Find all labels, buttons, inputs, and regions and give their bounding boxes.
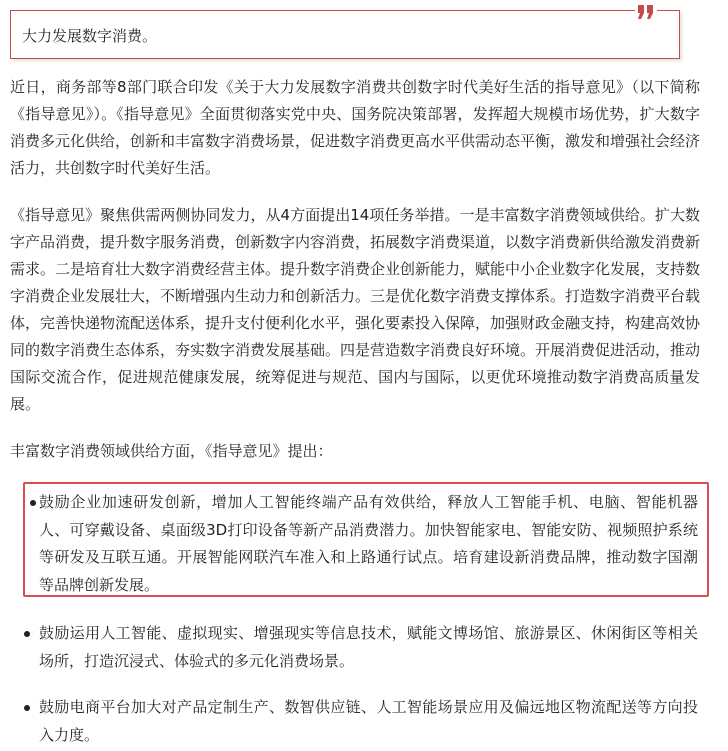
bullet-text: 鼓励运用人工智能、虚拟现实、增强现实等信息技术，赋能文博场馆、旅游景区、休闲街区等相关场所，打造沉浸式、体验式的多元化消费场景。 bbox=[39, 624, 698, 670]
paragraph-supply-lead: 丰富数字消费领域供给方面，《指导意见》提出： bbox=[10, 442, 333, 460]
bullet-dot-icon bbox=[30, 500, 36, 506]
article-body bbox=[10, 74, 700, 465]
bullet-dot-icon bbox=[24, 631, 30, 637]
paragraph-intro: 近日，商务部等8部门联合印发《关于大力发展数字消费共创数字时代美好生活的指导意见》（以下简称《指导意见》）。《指导意见》全面贯彻落实党中央、国务院决策部署，发挥超大规模市场优势，扩大数字消费多元化供给，创新和丰富数字消费场景，促进数字消费更高水平供需动态平衡，激发和增强社会经济活力，共创数字时代美好生活。 bbox=[10, 78, 701, 177]
list-item bbox=[26, 694, 698, 749]
list-item bbox=[26, 620, 698, 675]
list-item bbox=[26, 489, 698, 599]
bullet-text: 鼓励电商平台加大对产品定制生产、数智供应链、人工智能场景应用及偏远地区物流配送等方向投入力度。 bbox=[39, 698, 698, 744]
paragraph-tasks: 《指导意见》聚焦供需两侧协同发力，从4方面提出14项任务举措。一是丰富数字消费领域供给。扩大数字产品消费，提升数字服务消费，创新数字内容消费，拓展数字消费渠道，以数字消费新供给激发消费新需求。二是培育壮大数字消费经营主体。提升数字消费企业创新能力，赋能中小企业数字化发展，支持数字消费企业发展壮大，不断增强内生动力和创新活力。三是优化数字消费支撑体系。打造数字消费平台载体，完善快递物流配送体系，提升支付便利化水平，强化要素投入保障，加强财政金融支持，构建高效协同的数字消费生态体系，夯实数字消费发展基础。四是营造数字消费良好环境。开展消费促进活动，推动国际交流合作，促进规范健康发展，统筹促进与规范、国内与国际，以更优环境推动数字消费高质量发展。 bbox=[10, 206, 701, 413]
bullet-dot-icon bbox=[24, 705, 30, 711]
bullet-text: 鼓励企业加速研发创新，增加人工智能终端产品有效供给，释放人工智能手机、电脑、智能机器人、可穿戴设备、桌面级3D打印设备等新产品消费潜力。加快智能家电、智能安防、视频照护系统等研发及互联互通。开展智能网联汽车准入和上路通行试点。培育建设新消费品牌，推动数字国潮等品牌创新发展。 bbox=[39, 493, 698, 594]
title-text: 大力发展数字消费。 bbox=[22, 27, 158, 45]
title-box bbox=[10, 10, 680, 59]
quote-mark-icon bbox=[635, 5, 657, 27]
